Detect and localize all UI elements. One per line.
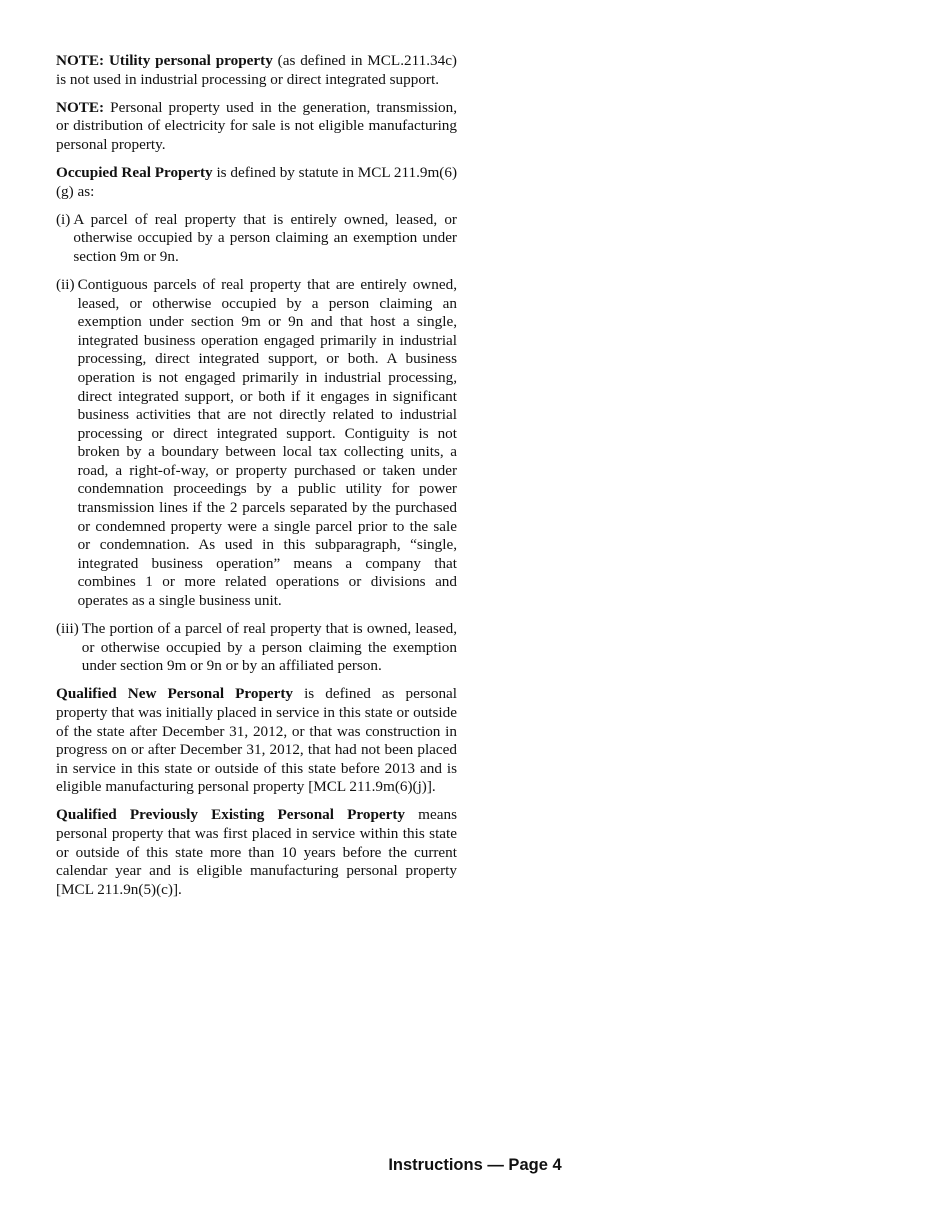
list-marker: (ii) (56, 275, 75, 293)
qualified-previously-existing-definition (56, 806, 457, 899)
list-marker: (iii) (56, 620, 79, 638)
instructions-column (56, 52, 457, 909)
list-marker: (i) (56, 210, 71, 228)
note-utility-personal-property (56, 52, 457, 89)
list-text: A parcel of real property that is entirely owned, leased, or otherwise occupied by a person claiming an exemption under section 9m or 9n. (73, 210, 457, 265)
definition-text: means personal property that was first placed in service within this state or outside of this state more than 10 years before the current calendar year and is eligible manufacturing personal property [MCL 211.9n(5)(c)]. (56, 806, 457, 898)
definition-intro: is defined by statute in MCL 211.9m(6)(g) as: (56, 163, 458, 200)
occupied-real-property-definition (56, 164, 457, 201)
note-label: NOTE: (56, 98, 105, 116)
list-text: Contiguous parcels of real property that are entirely owned, leased, or otherwise occupied by a person claiming an exemption under section 9m or 9n and that host a single, integrated business operation engaged primarily in industrial processing, direct integrated support, or both. A business operation is not engaged primarily in industrial processing, direct integrated support, or both if it engages in significant business activities that are not directly related to industrial processing or direct integrated support. Contiguity is not broken by a boundary between local tax collecting units, a road, a right-of-way, or property purchased or taken under condemnation proceedings by a public utility for power transmission lines if the 2 parcels separated by the purchased or condemned property were a single parcel prior to the sale or condemnation. As used in this subparagraph, “single, integrated business operation” means a company that combines 1 or more related operations or divisions and operates as a single business unit. (77, 275, 457, 610)
note-text: Personal property used in the generation, transmission, or distribution of electricity for sale is not eligible manufacturing personal property. (56, 98, 457, 153)
note-term: Utility personal property (108, 52, 273, 69)
list-item (56, 620, 457, 676)
definition-term: Occupied Real Property (56, 163, 213, 181)
list-item (56, 211, 457, 267)
note-text: (as defined in MCL.211.34c) is not used in industrial processing or direct integrated support. (56, 52, 457, 88)
qualified-new-personal-property-definition (56, 685, 457, 797)
note-label: NOTE: (56, 52, 105, 69)
definition-text: is defined as personal property that was initially placed in service in this state or outside of the state after December 31, 2012, or that was construction in progress on or after December 31, 2012, that had not been placed in service in this state or outside of this state before 2013 and is eligible manufacturing personal property [MCL 211.9m(6)(j)]. (56, 685, 457, 796)
note-electricity-property (56, 99, 457, 155)
definition-term: Qualified New Personal Property (56, 685, 294, 703)
definition-term: Qualified Previously Existing Personal Property (56, 806, 406, 824)
page-footer: Instructions — Page 4 (388, 1156, 562, 1174)
list-item (56, 276, 457, 611)
list-text: The portion of a parcel of real property that is owned, leased, or otherwise occupied by a person claiming the exemption under section 9m or 9n or by an affiliated person. (81, 620, 457, 675)
